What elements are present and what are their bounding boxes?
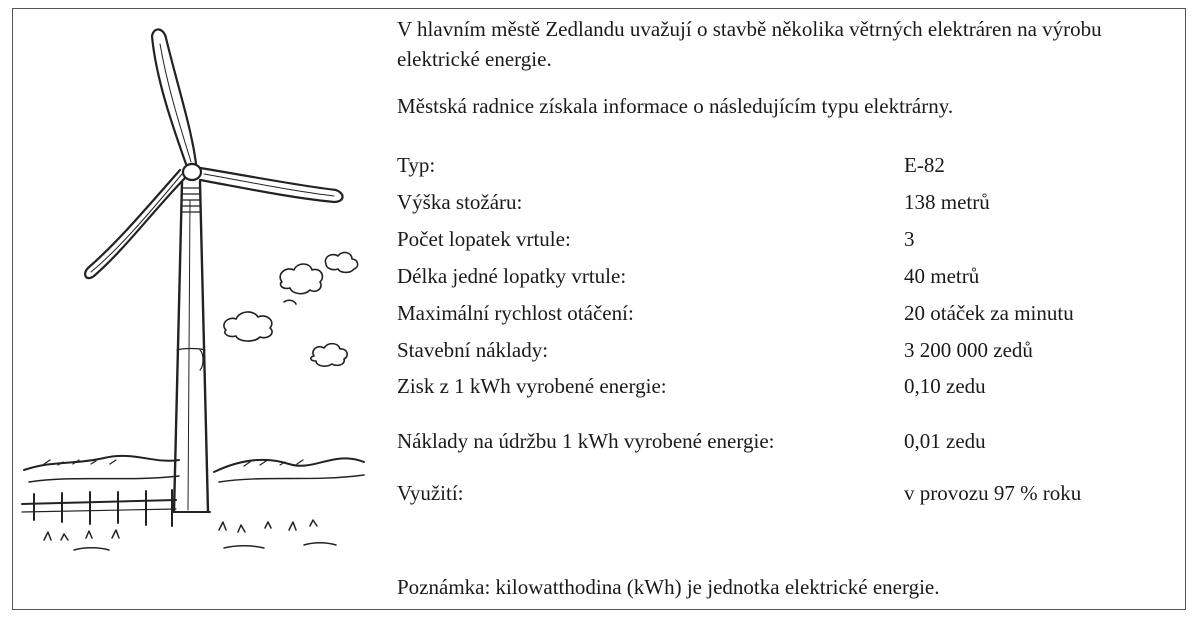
spec-row-profit [397,370,1177,402]
spec-row-tower-height [397,186,1177,218]
spec-row-construction-cost [397,334,1177,366]
spec-label: Zisk z 1 kWh vyrobené energie: [397,374,667,398]
spec-row-type [397,149,1177,181]
spec-label: Stavební náklady: [397,338,549,362]
spec-value: 40 metrů [904,264,980,288]
clouds-drawing [224,252,358,366]
spec-row-maintenance-cost [397,425,1177,457]
spec-label: Délka jedné lopatky vrtule: [397,264,627,288]
spec-value: 0,01 zedu [904,429,986,453]
spec-value: 3 200 000 zedů [904,338,1033,362]
spec-value: E-82 [904,153,945,177]
info-paragraph: Městská radnice získala informace o následujícím typu elektrárny. [397,94,954,118]
spec-row-blade-count [397,223,1177,255]
grass-drawing [44,520,336,550]
spec-label: Využití: [397,481,464,505]
spec-label: Počet lopatek vrtule: [397,227,571,251]
footnote: Poznámka: kilowatthodina (kWh) je jednotka elektrické energie. [397,575,940,599]
spec-value: 20 otáček za minutu [904,301,1074,325]
hills-drawing [24,456,364,482]
spec-row-blade-length [397,260,1177,292]
spec-label: Typ: [397,153,436,177]
spec-value: 0,10 zedu [904,374,986,398]
spec-value: 138 metrů [904,190,990,214]
spec-label: Maximální rychlost otáčení: [397,301,634,325]
spec-value: v provozu 97 % roku [904,481,1082,505]
fence-drawing [22,490,176,526]
spec-label: Náklady na údržbu 1 kWh vyrobené energie: [397,429,775,453]
intro-paragraph: V hlavním městě Zedlandu uvažují o stavbě několika větrných elektráren na výrobu elektrické energie. [397,17,1102,71]
spec-label: Výška stožáru: [397,190,523,214]
wind-turbine-illustration [14,20,370,560]
spec-value: 3 [904,227,915,251]
spec-row-max-rotation [397,297,1177,329]
rotor-drawing [85,29,342,278]
tower-drawing [172,182,210,512]
spec-row-utilization [397,477,1177,509]
